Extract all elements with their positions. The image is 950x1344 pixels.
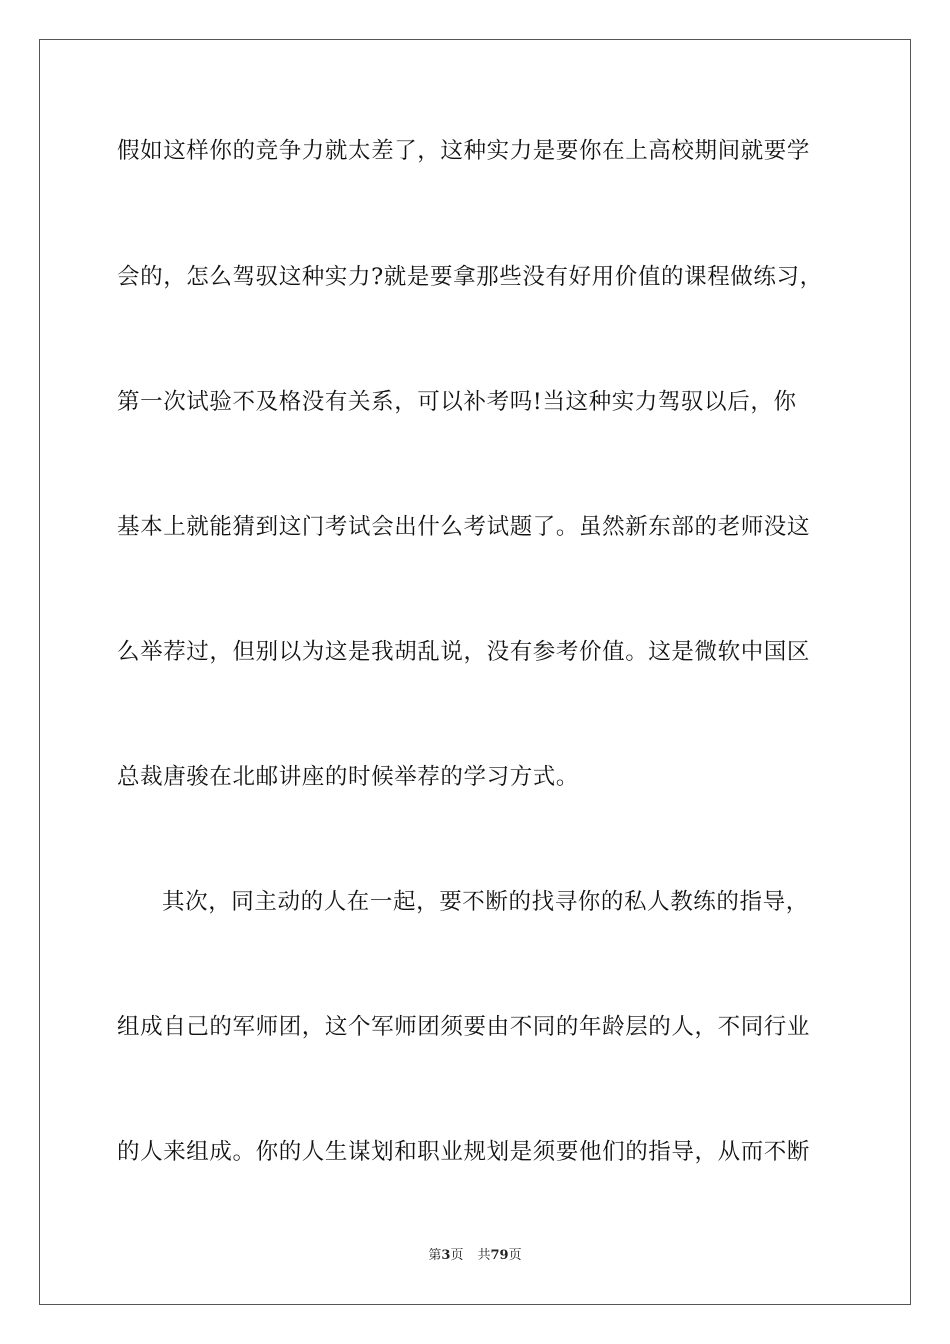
text-line: 么举荐过，但别以为这是我胡乱说，没有参考价值。这是微软中国区 (117, 639, 811, 665)
paragraph-start-line: 其次，同主动的人在一起，要不断的找寻你的私人教练的指导， (162, 889, 809, 915)
text-line: 会的，怎么驾驭这种实力?就是要拿那些没有好用价值的课程做练习， (117, 264, 823, 290)
page-border (39, 39, 911, 1305)
page-number: 3 (441, 1248, 451, 1263)
text-line: 组成自己的军师团，这个军师团须要由不同的年龄层的人，不同行业 (117, 1014, 811, 1040)
total-prefix: 共 (477, 1248, 491, 1263)
text-line: 第一次试验不及格没有关系，可以补考吗!当这种实力驾驭以后，你 (117, 389, 797, 415)
total-pages: 79 (490, 1248, 509, 1263)
text-line: 基本上就能猜到这门考试会出什么考试题了。虽然新东部的老师没这 (117, 514, 811, 540)
page-footer (0, 1247, 950, 1265)
text-line: 假如这样你的竞争力就太差了，这种实力是要你在上高校期间就要学 (117, 138, 811, 164)
total-suffix: 页 (508, 1248, 522, 1263)
page-suffix: 页 (450, 1248, 464, 1263)
page-prefix: 第 (428, 1248, 442, 1263)
text-line: 的人来组成。你的人生谋划和职业规划是须要他们的指导，从而不断 (117, 1139, 811, 1165)
text-line: 总裁唐骏在北邮讲座的时候举荐的学习方式。 (117, 764, 580, 790)
